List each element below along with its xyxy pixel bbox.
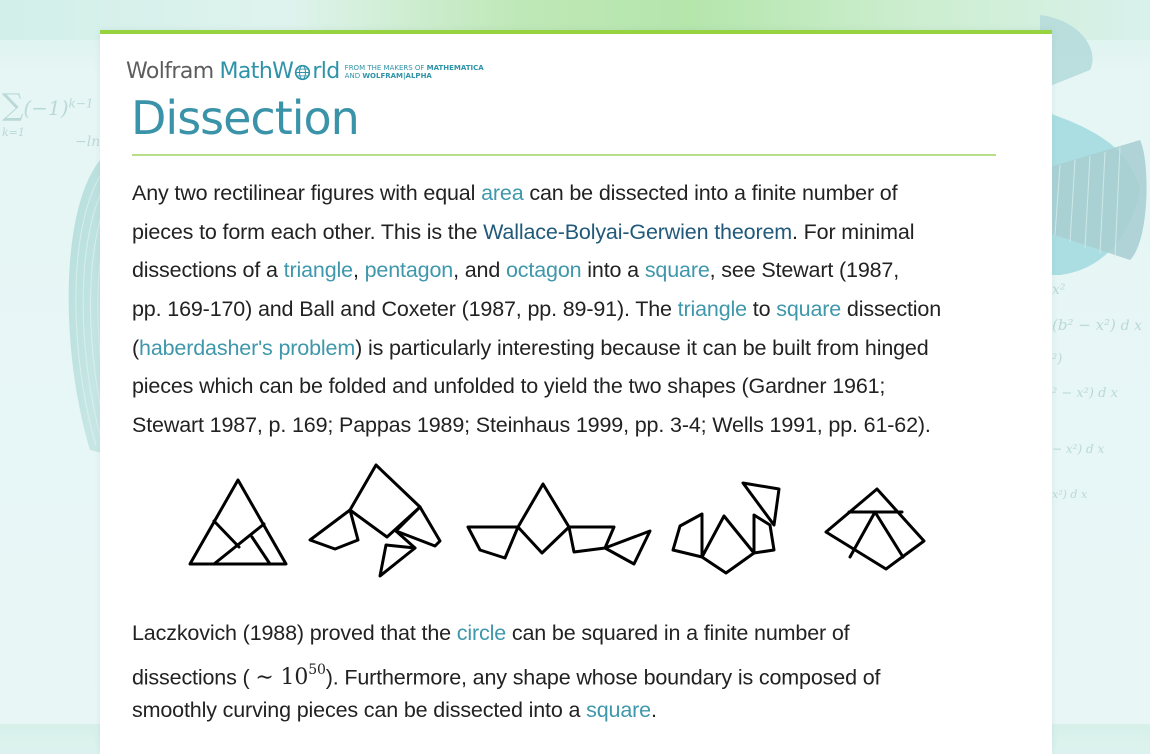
body-text: dissections ( [132,665,256,690]
body-text: ) is particularly interesting because it can be built from hinged [355,335,929,360]
figure-stage-3 [468,484,650,564]
logo-mathworld-prefix: MathW [219,59,294,84]
body-text: , see Stewart (1987, [709,258,900,283]
body-text: pieces to form each other. This is the [132,219,484,244]
math-exponent: 50 [308,661,326,678]
tagline-mathematica: MATHEMATICA [426,64,484,72]
background-formula-right-3: ²) [1052,352,1063,367]
text-line [132,213,1012,252]
background-formula-left-sub: k=1 [2,126,25,139]
text-line [132,174,1012,213]
body-text: Laczkovich (1988) proved that the [132,621,457,645]
figure-stage-2 [310,465,440,576]
body-text: can be dissected into a finite number of [523,181,898,205]
logo-tagline [345,64,484,84]
link-circle[interactable]: circle [456,621,507,645]
article-card [100,30,1052,754]
text-line [132,329,1012,368]
link-wallace-bolyai-gerwien-theorem[interactable]: Wallace-Bolyai-Gerwien theorem [483,219,793,244]
figure-stage-4 [673,483,779,573]
link-square[interactable]: square [776,297,842,322]
body-text: , and [453,258,506,283]
link-area[interactable]: area [481,181,524,205]
background-3d-surface-right [1040,10,1150,280]
body-text: pp. 169-170) and Ball and Coxeter (1987, pp. 89-91). The [132,297,678,322]
body-text: into a [581,258,645,283]
globe-icon [294,64,311,81]
background-formula-right-5: − x²) d x [1052,442,1105,456]
background-formula-right-1: x² [1052,282,1066,298]
logo-mathworld-text [220,59,340,84]
haberdasher-dissection-figure [180,460,960,586]
site-logo[interactable] [126,60,484,84]
tagline-text: FROM THE MAKERS OF [344,64,427,72]
text-line [132,367,1012,406]
background-formula-left-ln: −ln [75,134,101,150]
title-divider [132,154,996,156]
link-square[interactable]: square [586,698,651,723]
paragraph-laczkovich [132,614,1012,730]
link-haberdasher-s-problem[interactable]: haberdasher's problem [139,335,356,360]
text-line [132,653,1012,692]
body-text: ). Furthermore, any shape whose boundary is composed of [325,665,881,690]
logo-wolfram-text: Wolfram [126,59,214,84]
text-line [132,290,1012,329]
paragraph-intro [132,174,1012,445]
body-text: ( [132,335,140,360]
body-text: . For minimal [792,219,915,244]
body-text: smoothly curving pieces can be dissected into a [132,698,587,723]
link-octagon[interactable]: octagon [506,258,582,283]
text-line [132,406,1012,445]
body-text: dissections of a [132,258,284,283]
background-formula-right-6: x²) d x [1052,488,1088,501]
body-text: Any two rectilinear figures with equal [132,181,482,205]
text-line [132,691,1012,730]
background-formula-right-2: (b² − x²) d x [1052,316,1142,334]
link-square[interactable]: square [644,258,710,283]
body-text: pieces which can be folded and unfolded to yield the two shapes (Gardner 1961; [132,374,886,399]
body-text: , [352,258,365,283]
figure-stage-triangle [190,480,286,564]
logo-mathworld-suffix: rld [312,59,340,84]
page-title: Dissection [131,91,359,145]
text-line [132,251,1012,290]
figure-stage-square [826,489,924,569]
text-line [132,614,1012,653]
background-formula-right-4: ² − x²) d x [1052,386,1118,401]
body-text: dissection [841,297,942,322]
link-triangle[interactable]: triangle [677,297,747,322]
background-formula-left: $\sum(-1)^{k-1}$ [2,88,94,123]
body-text: can be squared in a finite number of [506,621,850,645]
link-pentagon[interactable]: pentagon [364,258,454,283]
tagline-wolframalpha: WOLFRAM|ALPHA [362,72,432,80]
body-text: . [650,698,657,723]
tagline-text: AND [344,72,363,80]
link-triangle[interactable]: triangle [283,258,353,283]
math-expression: ∼ $10^{50}$ [255,661,326,691]
body-text: to [746,297,777,322]
body-text: Stewart 1987, p. 169; Pappas 1989; Steinhaus 1999, pp. 3-4; Wells 1991, pp. 61-62). [132,413,931,438]
